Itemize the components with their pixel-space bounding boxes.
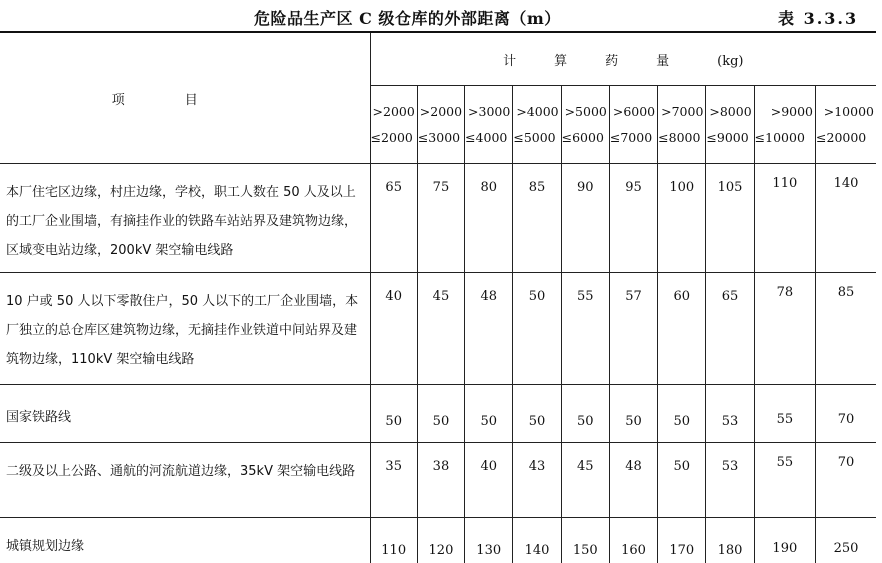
distance-value: 65 [706,273,754,385]
calc-amount-header [370,32,876,86]
table-caption [0,4,882,28]
distance-value: 55 [754,385,815,443]
range-header-5 [561,86,609,164]
distance-value: 50 [417,385,464,443]
distance-value: 53 [706,443,754,518]
distance-value: 45 [417,273,464,385]
distance-value: 85 [816,273,876,385]
distance-value: 50 [513,273,561,385]
distance-value: 120 [417,518,464,563]
distance-value: 50 [658,443,706,518]
range-lower-bound: >10000 [823,103,874,119]
range-lower-bound: >7000 [661,103,704,119]
distance-value: 60 [658,273,706,385]
range-header-3 [465,86,513,164]
calc-amount-unit: (kg) [717,53,744,69]
distance-value: 78 [754,273,815,385]
distance-value: 110 [754,164,815,273]
distance-value: 140 [513,518,561,563]
range-upper-bound: ≤20000 [816,129,867,145]
distance-value: 40 [370,273,417,385]
table-row [0,273,876,385]
distance-value: 110 [370,518,417,563]
distance-value: 50 [609,385,657,443]
range-upper-bound: ≤6000 [561,129,604,145]
range-header-1 [370,86,417,164]
range-upper-bound: ≤7000 [609,129,653,145]
distance-value: 105 [706,164,754,273]
range-lower-bound: >2000 [419,103,463,119]
distance-table [0,31,876,563]
range-lower-bound: >5000 [564,103,607,119]
distance-value: 65 [370,164,417,273]
distance-value: 35 [370,443,417,518]
distance-value: 140 [816,164,876,273]
distance-value: 95 [609,164,657,273]
range-upper-bound: ≤10000 [754,129,805,145]
distance-value: 48 [465,273,513,385]
table-number: 表 3.3.3 [778,9,859,28]
distance-value: 150 [561,518,609,563]
table-row [0,164,876,273]
range-lower-bound: >4000 [516,103,559,119]
range-upper-bound: ≤3000 [417,129,461,145]
range-header-2 [417,86,464,164]
distance-value: 50 [370,385,417,443]
row-description: 城镇规划边缘 [0,518,370,563]
distance-value: 50 [561,385,609,443]
range-header-6 [609,86,657,164]
table-title: 危险品生产区 C 级仓库的外部距离（m） [254,9,561,28]
table-row [0,443,876,518]
range-header-8 [706,86,754,164]
range-upper-bound: ≤9000 [706,129,749,145]
distance-value: 170 [658,518,706,563]
distance-value: 180 [706,518,754,563]
distance-value: 90 [561,164,609,273]
range-lower-bound: >6000 [612,103,656,119]
distance-value: 57 [609,273,657,385]
distance-value: 50 [465,385,513,443]
range-header-9 [754,86,815,164]
distance-value: 250 [816,518,876,563]
distance-value: 45 [561,443,609,518]
header-row-1 [0,32,876,86]
distance-value: 160 [609,518,657,563]
distance-value: 43 [513,443,561,518]
row-description: 本厂住宅区边缘，村庄边缘，学校，职工人数在 50 人及以上的工厂企业围墙，有摘挂作业的铁路车站站界及建筑物边缘，区域变电站边缘，200kV 架空输电线路 [0,164,370,273]
range-upper-bound: ≤5000 [513,129,556,145]
distance-value: 70 [816,385,876,443]
distance-value: 85 [513,164,561,273]
distance-value: 130 [465,518,513,563]
row-description: 国家铁路线 [0,385,370,443]
item-column-header: 项目 [0,32,370,164]
row-description: 10 户或 50 人以下零散住户，50 人以下的工厂企业围墙，本厂独立的总仓库区建筑物边缘，无摘挂作业铁道中间站界及建筑物边缘，110kV 架空输电线路 [0,273,370,385]
range-lower-bound: >8000 [709,103,752,119]
row-description: 二级及以上公路、通航的河流航道边缘，35kV 架空输电线路 [0,443,370,518]
range-header-4 [513,86,561,164]
range-header-7 [658,86,706,164]
distance-value: 50 [658,385,706,443]
distance-value: 53 [706,385,754,443]
range-header-10 [816,86,876,164]
distance-value: 48 [609,443,657,518]
distance-value: 55 [561,273,609,385]
distance-value: 70 [816,443,876,518]
range-lower-bound: >2000 [372,103,415,119]
table-row [0,385,876,443]
distance-value: 50 [513,385,561,443]
distance-value: 190 [754,518,815,563]
distance-value: 100 [658,164,706,273]
distance-value: 38 [417,443,464,518]
table-row [0,518,876,563]
range-lower-bound: >9000 [770,103,814,119]
distance-value: 80 [465,164,513,273]
range-upper-bound: ≤2000 [370,129,413,145]
distance-value: 75 [417,164,464,273]
distance-value: 40 [465,443,513,518]
range-lower-bound: >3000 [468,103,511,119]
range-upper-bound: ≤8000 [658,129,701,145]
range-upper-bound: ≤4000 [465,129,508,145]
distance-value: 55 [754,443,815,518]
calc-amount-label: 计算药量 [503,53,708,69]
